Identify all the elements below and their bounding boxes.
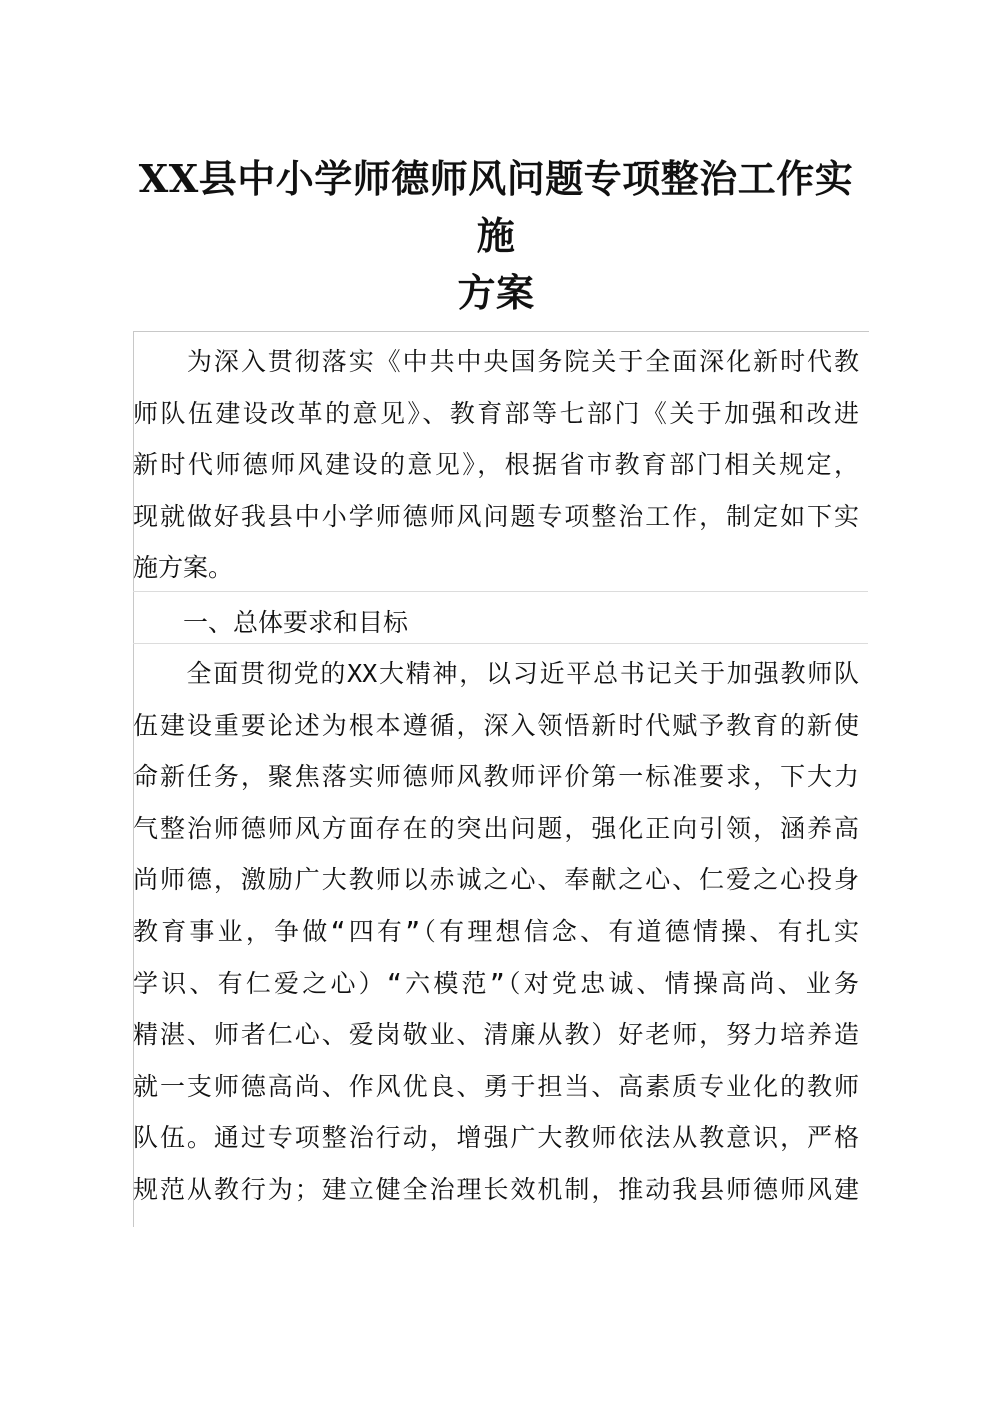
- section-heading-text: 一、总体要求和目标: [133, 608, 409, 637]
- section-line: 队伍。通过专项整治行动，增强广大教师依法从教意识，严格: [133, 1123, 859, 1153]
- intro-line: 现就做好我县中小学师德师风问题专项整治工作，制定如下实: [133, 501, 859, 531]
- intro-line: 师队伍建设改革的意见》、教育部等七部门《关于加强和改进: [133, 398, 859, 428]
- paragraph-divider: [133, 591, 868, 592]
- section-line: 命新任务，聚焦落实师德师风教师评价第一标准要求，下大力: [133, 762, 859, 792]
- section-heading: [133, 597, 859, 649]
- intro-paragraph: [133, 336, 859, 594]
- section-line: 全面贯彻党的XX大精神，以习近平总书记关于加强教师队: [133, 659, 859, 688]
- intro-line: 为深入贯彻落实《中共中央国务院关于全面深化新时代教: [133, 347, 859, 376]
- intro-line: 新时代师德师风建设的意见》，根据省市教育部门相关规定，: [133, 450, 859, 480]
- title-line-2: 方案: [457, 270, 535, 315]
- section-line: 精湛、师者仁心、爱岗敬业、清廉从教）好老师，努力培养造: [133, 1020, 859, 1050]
- section-line: 就一支师德高尚、作风优良、勇于担当、高素质专业化的教师: [133, 1071, 859, 1101]
- section-paragraph: [133, 648, 859, 1216]
- section-line: 尚师德，激励广大教师以赤诚之心、奉献之心、仁爱之心投身: [133, 865, 859, 895]
- section-line: 气整治师德师风方面存在的突出问题，强化正向引领，涵养高: [133, 813, 859, 843]
- document-title: [120, 150, 872, 321]
- section-line: 教育事业，争做“四有”（有理想信念、有道德情操、有扎实: [133, 916, 859, 946]
- paragraph-divider: [133, 643, 868, 644]
- section-line: 学识、有仁爱之心）“六模范”（对党忠诚、情操高尚、业务: [133, 968, 859, 998]
- section-line: 伍建设重要论述为根本遵循，深入领悟新时代赋予教育的新使: [133, 710, 859, 740]
- title-line-1: XX县中小学师德师风问题专项整治工作实施: [138, 156, 854, 258]
- intro-line: 施方案。: [133, 553, 234, 583]
- section-line: 规范从教行为；建立健全治理长效机制，推动我县师德师风建: [133, 1174, 859, 1204]
